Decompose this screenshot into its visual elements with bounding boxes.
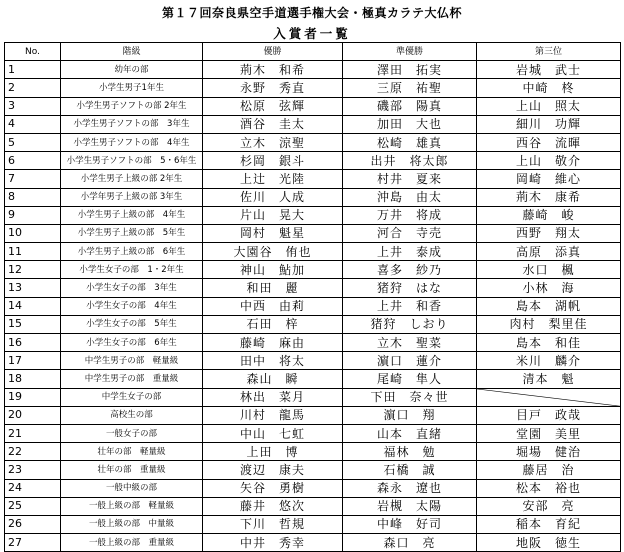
row-number: 10 [5,224,61,242]
second-place-cell: 下田 奈々世 [343,388,477,406]
row-number: 19 [5,388,61,406]
second-place-cell: 猪狩 はな [343,279,477,297]
division-cell: 小学生女子の部 6年生 [61,334,203,352]
third-place-cell: 高原 添真 [477,243,621,261]
third-place-cell: 松本 裕也 [477,479,621,497]
table-row [5,115,621,133]
results-table [4,42,621,552]
row-number: 16 [5,334,61,352]
first-place-cell: 藤井 悠次 [203,497,343,515]
first-place-cell: 酒谷 圭太 [203,115,343,133]
second-place-cell: 山本 直緒 [343,424,477,442]
third-place-cell: 細川 功輝 [477,115,621,133]
table-row [5,279,621,297]
second-place-cell: 濵口 翔 [343,406,477,424]
table-row [5,334,621,352]
third-place-cell: 肉村 梨里佳 [477,315,621,333]
first-place-cell: 上田 博 [203,443,343,461]
row-number: 4 [5,115,61,133]
third-place-cell: 米川 麟介 [477,352,621,370]
division-cell: 小学生男子上級の部 2年生 [61,170,203,188]
third-place-cell: 安部 亮 [477,497,621,515]
second-place-cell: 磯部 陽真 [343,97,477,115]
table-row [5,443,621,461]
row-number: 25 [5,497,61,515]
division-cell: 小学生男子ソフトの部 5・6年生 [61,152,203,170]
table-row [5,315,621,333]
first-place-cell: 川村 龍馬 [203,406,343,424]
first-place-cell: 田中 将太 [203,352,343,370]
first-place-cell: 神山 鮎加 [203,261,343,279]
header-third-place: 第三位 [477,43,621,61]
table-row [5,461,621,479]
table-row [5,534,621,552]
first-place-cell: 中山 七虹 [203,424,343,442]
second-place-cell: 喜多 紗乃 [343,261,477,279]
second-place-cell: 森口 亮 [343,534,477,552]
third-place-cell: 西谷 流暉 [477,133,621,151]
division-cell: 一般上級の部 軽量級 [61,497,203,515]
third-place-cell: 稲本 育紀 [477,515,621,533]
division-cell: 幼年の部 [61,61,203,79]
first-place-cell: 杉岡 銀斗 [203,152,343,170]
division-cell: 一般上級の部 中量級 [61,515,203,533]
division-cell: 小学生女子の部 4年生 [61,297,203,315]
division-cell: 壮年の部 重量級 [61,461,203,479]
first-place-cell: 岡村 魁星 [203,224,343,242]
results-body [5,61,621,552]
row-number: 22 [5,443,61,461]
second-place-cell: 岩槻 太陽 [343,497,477,515]
empty-cell-slash [477,389,620,406]
third-place-cell: 島本 湖帆 [477,297,621,315]
table-header-row [5,43,621,61]
row-number: 11 [5,243,61,261]
third-place-cell: 中崎 柊 [477,79,621,97]
first-place-cell: 大園谷 侑也 [203,243,343,261]
division-cell: 小学生男子ソフトの部 2年生 [61,97,203,115]
row-number: 27 [5,534,61,552]
third-place-cell: 小林 海 [477,279,621,297]
table-row [5,224,621,242]
first-place-cell: 下川 哲規 [203,515,343,533]
first-place-cell: 中西 由莉 [203,297,343,315]
second-place-cell: 石橋 誠 [343,461,477,479]
division-cell: 小学生男子1年生 [61,79,203,97]
division-cell: 小学生男子上級の部 4年生 [61,206,203,224]
row-number: 18 [5,370,61,388]
division-cell: 小学生男子ソフトの部 3年生 [61,115,203,133]
row-number: 20 [5,406,61,424]
table-row [5,406,621,424]
header-first-place: 優勝 [203,43,343,61]
division-cell: 高校生の部 [61,406,203,424]
table-row [5,243,621,261]
second-place-cell: 森永 遼也 [343,479,477,497]
third-place-cell [477,388,621,406]
table-row [5,61,621,79]
first-place-cell: 渡辺 康夫 [203,461,343,479]
table-row [5,170,621,188]
table-row [5,79,621,97]
division-cell: 一般中級の部 [61,479,203,497]
table-row [5,388,621,406]
document-subtitle: 入賞者一覧 [273,26,351,41]
row-number: 7 [5,170,61,188]
third-place-cell: 藤崎 峻 [477,206,621,224]
third-place-cell: 藤居 治 [477,461,621,479]
table-row [5,188,621,206]
second-place-cell: 沖島 由太 [343,188,477,206]
table-row [5,497,621,515]
table-row [5,297,621,315]
third-place-cell: 岩城 武士 [477,61,621,79]
row-number: 14 [5,297,61,315]
first-place-cell: 立木 涼聖 [203,133,343,151]
third-place-cell: 西野 翔太 [477,224,621,242]
table-row [5,206,621,224]
second-place-cell: 立木 聖菜 [343,334,477,352]
table-row [5,479,621,497]
division-cell: 小学生男子上級の部 5年生 [61,224,203,242]
first-place-cell: 片山 晃大 [203,206,343,224]
second-place-cell: 万井 将成 [343,206,477,224]
division-cell: 小学年男子上級の部 3年生 [61,188,203,206]
second-place-cell: 加田 大也 [343,115,477,133]
row-number: 6 [5,152,61,170]
row-number: 17 [5,352,61,370]
first-place-cell: 和田 麗 [203,279,343,297]
first-place-cell: 石田 梓 [203,315,343,333]
division-cell: 中学生男子の部 重量級 [61,370,203,388]
division-cell: 壮年の部 軽量級 [61,443,203,461]
table-row [5,261,621,279]
header-division: 階級 [61,43,203,61]
second-place-cell: 上井 泰成 [343,243,477,261]
row-number: 8 [5,188,61,206]
division-cell: 一般女子の部 [61,424,203,442]
division-cell: 小学生女子の部 1・2年生 [61,261,203,279]
first-place-cell: 永野 秀直 [203,79,343,97]
third-place-cell: 堂園 美里 [477,424,621,442]
document-title: 第１７回奈良県空手道選手権大会・極真カラテ大仏杯 [161,6,462,20]
division-cell: 小学生男子ソフトの部 4年生 [61,133,203,151]
row-number: 13 [5,279,61,297]
first-place-cell: 藤崎 麻由 [203,334,343,352]
first-place-cell: 佐川 人成 [203,188,343,206]
third-place-cell: 水口 楓 [477,261,621,279]
row-number: 2 [5,79,61,97]
row-number: 21 [5,424,61,442]
second-place-cell: 松崎 雄真 [343,133,477,151]
second-place-cell: 出井 将太郎 [343,152,477,170]
first-place-cell: 上辻 光陸 [203,170,343,188]
third-place-cell: 目戸 政哉 [477,406,621,424]
third-place-cell: 島本 和佳 [477,334,621,352]
third-place-cell: 上山 照太 [477,97,621,115]
row-number: 3 [5,97,61,115]
third-place-cell: 岡崎 維心 [477,170,621,188]
row-number: 24 [5,479,61,497]
second-place-cell: 澤田 拓実 [343,61,477,79]
table-row [5,352,621,370]
third-place-cell: 清本 魁 [477,370,621,388]
second-place-cell: 猪狩 しおり [343,315,477,333]
table-row [5,515,621,533]
division-cell: 小学生女子の部 5年生 [61,315,203,333]
second-place-cell: 上井 和香 [343,297,477,315]
division-cell: 一般上級の部 重量級 [61,534,203,552]
second-place-cell: 濵口 蓮介 [343,352,477,370]
division-cell: 小学生男子上級の部 6年生 [61,243,203,261]
row-number: 12 [5,261,61,279]
table-row [5,370,621,388]
third-place-cell: 地阪 徳生 [477,534,621,552]
third-place-cell: 堀場 健治 [477,443,621,461]
table-row [5,97,621,115]
second-place-cell: 三原 祐聖 [343,79,477,97]
first-place-cell: 林出 菜月 [203,388,343,406]
third-place-cell: 上山 敬介 [477,152,621,170]
second-place-cell: 尾崎 隼人 [343,370,477,388]
first-place-cell: 松原 弦輝 [203,97,343,115]
first-place-cell: 森山 瞬 [203,370,343,388]
first-place-cell: 中井 秀幸 [203,534,343,552]
row-number: 5 [5,133,61,151]
second-place-cell: 村井 夏来 [343,170,477,188]
row-number: 15 [5,315,61,333]
first-place-cell: 矢谷 勇樹 [203,479,343,497]
second-place-cell: 中峰 好司 [343,515,477,533]
row-number: 26 [5,515,61,533]
first-place-cell: 荊木 和希 [203,61,343,79]
table-row [5,152,621,170]
row-number: 1 [5,61,61,79]
division-cell: 中学生女子の部 [61,388,203,406]
table-row [5,424,621,442]
second-place-cell: 福林 勉 [343,443,477,461]
second-place-cell: 河合 寺売 [343,224,477,242]
row-number: 9 [5,206,61,224]
header-second-place: 準優勝 [343,43,477,61]
division-cell: 中学生男子の部 軽量級 [61,352,203,370]
header-no: No. [5,43,61,61]
table-row [5,133,621,151]
third-place-cell: 荊木 康希 [477,188,621,206]
division-cell: 小学生女子の部 3年生 [61,279,203,297]
row-number: 23 [5,461,61,479]
